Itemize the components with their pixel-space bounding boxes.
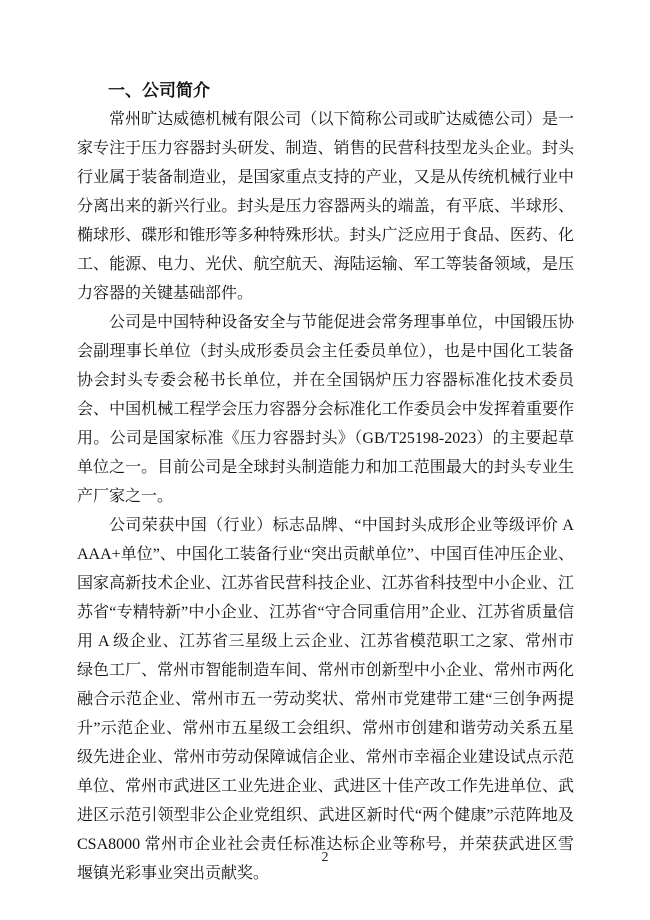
section-heading: 一、公司简介 xyxy=(108,81,210,100)
paragraph-honors: 公司荣获中国（行业）标志品牌、“中国封头成形企业等级评价 AAAA+单位”、中国化工装备行业“突出贡献单位”、中国百佳冲压企业、国家高新技术企业、江苏省民营科技企业、江苏省科技型中小企业、江苏省“专精特新”中小企业、江苏省“守合同重信用”企业、江苏省质量信用 A 级企业、江苏省三星级上云企业、江苏省模范职工之家、常州市绿色工厂、常州市智能制造车间、常州市创新型中小企业、常州市两化融合示范企业、常州市五一劳动奖状、常州市党建带工建“三创争两提升”示范企业、常州市五星级工会组织、常州市创建和谐劳动关系五星级先进企业、常州市劳动保障诚信企业、常州市幸福企业建设试点示范单位、常州市武进区工业先进企业、武进区十佳产改工作先进单位、武进区示范引领型非公企业党组织、武进区新时代“两个健康”示范阵地及 CSA8000 常州市企业社会责任标准达标企业等称号，并荣获武进区雪堰镇光彩事业突出贡献奖。 xyxy=(77,517,574,882)
page-number: 2 xyxy=(321,850,329,865)
document-body xyxy=(77,76,574,888)
paragraph-company-intro: 常州旷达威德机械有限公司（以下简称公司或旷达威德公司）是一家专注于压力容器封头研发、制造、销售的民营科技型龙头企业。封头行业属于装备制造业，是国家重点支持的产业，又是从传统机械行业中分离出来的新兴行业。封头是压力容器两头的端盖，有平底、半球形、椭球形、碟形和锥形等多种特殊形状。封头广泛应用于食品、医药、化工、能源、电力、光伏、航空航天、海陆运输、军工等装备领域，是压力容器的关键基础部件。 xyxy=(77,111,574,302)
paragraph-industry-roles: 公司是中国特种设备安全与节能促进会常务理事单位，中国锻压协会副理事长单位（封头成形委员会主任委员单位），也是中国化工装备协会封头专委会秘书长单位，并在全国锅炉压力容器标准化技术委员会、中国机械工程学会压力容器分会标准化工作委员会中发挥着重要作用。公司是国家标准《压力容器封头》（GB/T25198-2023）的主要起草单位之一。目前公司是全球封头制造能力和加工范围最大的封头专业生产厂家之一。 xyxy=(77,314,574,505)
